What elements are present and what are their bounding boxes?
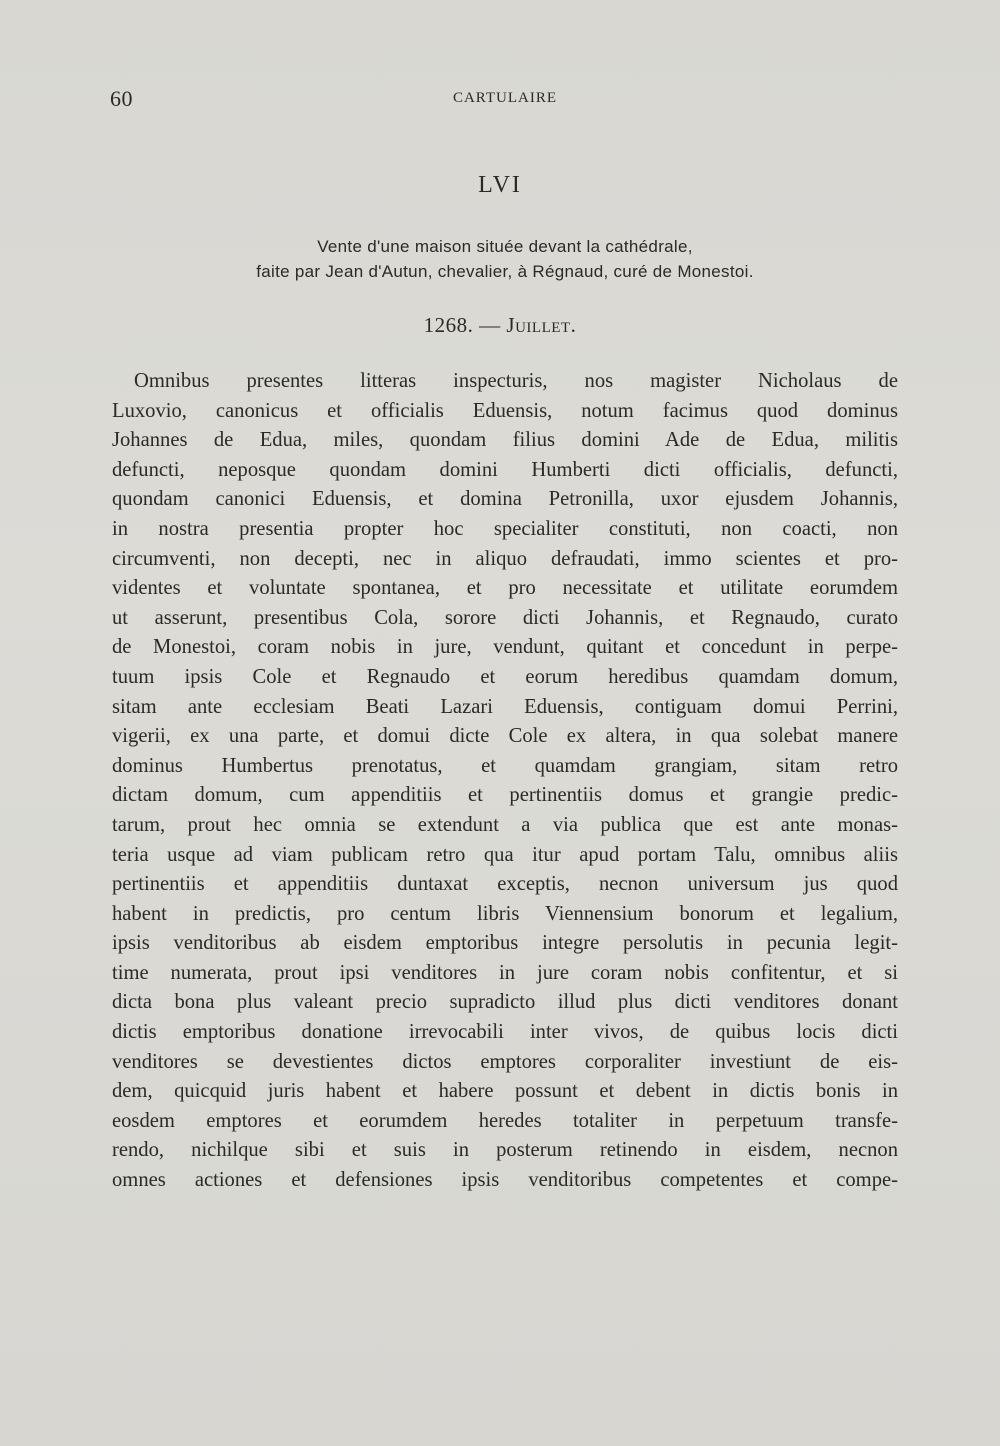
text-line: pertinentiis et appenditiis duntaxat exceptis, necnon universum jus quod <box>112 873 898 896</box>
running-head <box>110 86 900 116</box>
text-line: tarum, prout hec omnia se extendunt a via publica que est ante monas- <box>112 813 898 836</box>
text-line: dictam domum, cum appenditiis et pertinentiis domus et grangie predic- <box>112 784 898 807</box>
text-line: videntes et voluntate spontanea, et pro necessitate et utilitate eorumdem <box>112 577 898 600</box>
running-head-title: CARTULAIRE <box>452 90 558 106</box>
text-line: vigerii, ex una parte, et domui dicte Cole ex altera, in qua solebat manere <box>112 725 898 748</box>
date-month: Juillet. <box>506 313 577 337</box>
document-number: LVI <box>478 172 522 198</box>
text-line: sitam ante ecclesiam Beati Lazari Eduensis, contiguam domui Perrini, <box>112 695 898 718</box>
text-line: Omnibus presentes litteras inspecturis, nos magister Nicholaus de <box>134 370 898 392</box>
text-line: teria usque ad viam publicam retro qua itur apud portam Talu, omnibus aliis <box>112 843 898 866</box>
document-date <box>0 313 1000 338</box>
text-line: quondam canonici Eduensis, et domina Petronilla, uxor ejusdem Johannis, <box>112 488 898 511</box>
text-line: dem, quicquid juris habent et habere possunt et debent in dictis bonis in <box>112 1080 898 1103</box>
document-summary <box>110 234 900 284</box>
text-line: ut asserunt, presentibus Cola, sorore dicti Johannis, et Regnaudo, curato <box>112 606 898 629</box>
text-line: dicta bona plus valeant precio supradicto illud plus dicti venditores donant <box>112 991 898 1014</box>
text-line: habent in predictis, pro centum libris Viennensium bonorum et legalium, <box>112 902 898 925</box>
summary-line: Vente d'une maison située devant la cathédrale, <box>317 237 693 256</box>
summary-line: faite par Jean d'Autun, chevalier, à Régnaud, curé de Monestoi. <box>256 262 754 281</box>
text-line: ipsis venditoribus ab eisdem emptoribus integre persolutis in pecunia legit- <box>112 932 898 955</box>
text-line: Johannes de Edua, miles, quondam filius domini Ade de Edua, militis <box>112 429 898 452</box>
text-line: in nostra presentia propter hoc specialiter constituti, non coacti, non <box>112 517 898 540</box>
text-line: eosdem emptores et eorumdem heredes totaliter in perpetuum transfe- <box>112 1109 898 1132</box>
text-line: venditores se devestientes dictos emptores corporaliter investiunt de eis- <box>112 1050 898 1073</box>
page-number: 60 <box>110 86 133 111</box>
text-line: circumventi, non decepti, nec in aliquo defraudati, immo scientes et pro- <box>112 547 898 570</box>
text-line: time numerata, prout ipsi venditores in jure coram nobis confitentur, et si <box>112 961 898 984</box>
text-line: rendo, nichilque sibi et suis in posterum retinendo in eisdem, necnon <box>112 1139 898 1162</box>
charter-text <box>112 367 898 1196</box>
text-line: de Monestoi, coram nobis in jure, vendunt, quitant et concedunt in perpe- <box>112 636 898 659</box>
text-line: dictis emptoribus donatione irrevocabili inter vivos, de quibus locis dicti <box>112 1021 898 1044</box>
text-line: Luxovio, canonicus et officialis Eduensis, notum facimus quod dominus <box>112 399 898 422</box>
date-year: 1268. — <box>423 313 501 337</box>
text-line: defuncti, neposque quondam domini Humberti dicti officialis, defuncti, <box>112 458 898 481</box>
text-line: dominus Humbertus prenotatus, et quamdam grangiam, sitam retro <box>112 754 898 777</box>
text-line: tuum ipsis Cole et Regnaudo et eorum heredibus quamdam domum, <box>112 665 898 688</box>
text-line: omnes actiones et defensiones ipsis venditoribus competentes et compe- <box>112 1169 898 1192</box>
